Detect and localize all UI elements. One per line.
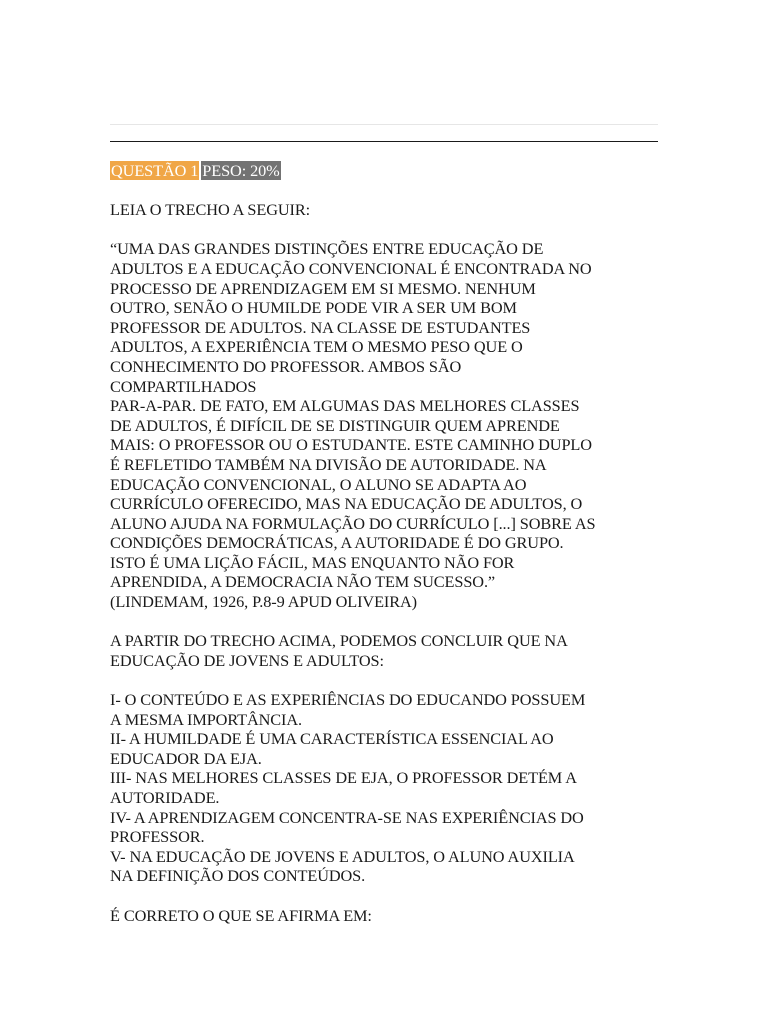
quote-line: APRENDIDA, A DEMOCRACIA NÃO TEM SUCESSO.” (110, 572, 496, 592)
statement-line: PROFESSOR. (110, 827, 205, 847)
question-content (110, 161, 658, 925)
quote-line: CONDIÇÕES DEMOCRÁTICAS, A AUTORIDADE É DO GRUPO. (110, 533, 564, 553)
closing-question: É CORRETO O QUE SE AFIRMA EM: (110, 905, 372, 925)
quote-line: “UMA DAS GRANDES DISTINÇÕES ENTRE EDUCAÇÃO DE (110, 239, 544, 259)
quote-line: EDUCAÇÃO CONVENCIONAL, O ALUNO SE ADAPTA AO (110, 474, 527, 494)
statement-line: II- A HUMILDADE É UMA CARACTERÍSTICA ESSENCIAL AO (110, 729, 554, 749)
quote-line: OUTRO, SENÃO O HUMILDE PODE VIR A SER UM BOM (110, 298, 517, 318)
statement-line: NA DEFINIÇÃO DOS CONTEÚDOS. (110, 866, 366, 886)
quote-line: DE ADULTOS, É DIFÍCIL DE SE DISTINGUIR QUEM APRENDE (110, 415, 560, 435)
quote-line: COMPARTILHADOS (110, 376, 257, 396)
statement-line: V- NA EDUCAÇÃO DE JOVENS E ADULTOS, O ALUNO AUXILIA (110, 846, 575, 866)
question-header (110, 161, 658, 181)
statements-list (110, 690, 658, 886)
quote-line: ADULTOS, A EXPERIÊNCIA TEM O MESMO PESO QUE O (110, 337, 523, 357)
statement-line: IV- A APRENDIZAGEM CONCENTRA-SE NAS EXPERIÊNCIAS DO (110, 807, 584, 827)
quote-block (110, 239, 658, 611)
quote-line: PAR-A-PAR. DE FATO, EM ALGUMAS DAS MELHORES CLASSES (110, 396, 580, 416)
prompt-block (110, 631, 658, 670)
quote-line: ISTO É UMA LIÇÃO FÁCIL, MAS ENQUANTO NÃO FOR (110, 552, 515, 572)
header-faint-divider (110, 124, 658, 125)
quote-line: PROFESSOR DE ADULTOS. NA CLASSE DE ESTUDANTES (110, 317, 531, 337)
quote-citation: (LINDEMAM, 1926, P.8-9 APUD OLIVEIRA) (110, 592, 417, 612)
statement-line: A MESMA IMPORTÂNCIA. (110, 709, 302, 729)
question-number-badge: QUESTÃO 1 (111, 161, 199, 180)
statement-line: AUTORIDADE. (110, 788, 220, 807)
statement-line: III- NAS MELHORES CLASSES DE EJA, O PROFESSOR DETÉM A (110, 768, 577, 788)
statement-line: EDUCADOR DA EJA. (110, 748, 262, 768)
instruction-text: LEIA O TRECHO A SEGUIR: (110, 200, 311, 220)
prompt-line: A PARTIR DO TRECHO ACIMA, PODEMOS CONCLUIR QUE NA (110, 631, 568, 651)
quote-line: É REFLETIDO TAMBÉM NA DIVISÃO DE AUTORIDADE. NA (110, 454, 547, 474)
question-weight-badge: PESO: 20% (202, 161, 280, 180)
prompt-line: EDUCAÇÃO DE JOVENS E ADULTOS: (110, 650, 384, 670)
quote-line: ALUNO AJUDA NA FORMULAÇÃO DO CURRÍCULO [...] SOBRE AS (110, 513, 596, 533)
quote-line: CURRÍCULO OFERECIDO, MAS NA EDUCAÇÃO DE ADULTOS, O (110, 494, 583, 514)
quote-line: MAIS: O PROFESSOR OU O ESTUDANTE. ESTE CAMINHO DUPLO (110, 435, 592, 455)
quote-line: ADULTOS E A EDUCAÇÃO CONVENCIONAL É ENCONTRADA NO (110, 258, 592, 278)
statement-line: I- O CONTEÚDO E AS EXPERIÊNCIAS DO EDUCANDO POSSUEM (110, 690, 586, 710)
quote-line: CONHECIMENTO DO PROFESSOR. AMBOS SÃO (110, 356, 462, 376)
quote-line: PROCESSO DE APRENDIZAGEM EM SI MESMO. NENHUM (110, 278, 536, 298)
header-divider (110, 141, 658, 142)
